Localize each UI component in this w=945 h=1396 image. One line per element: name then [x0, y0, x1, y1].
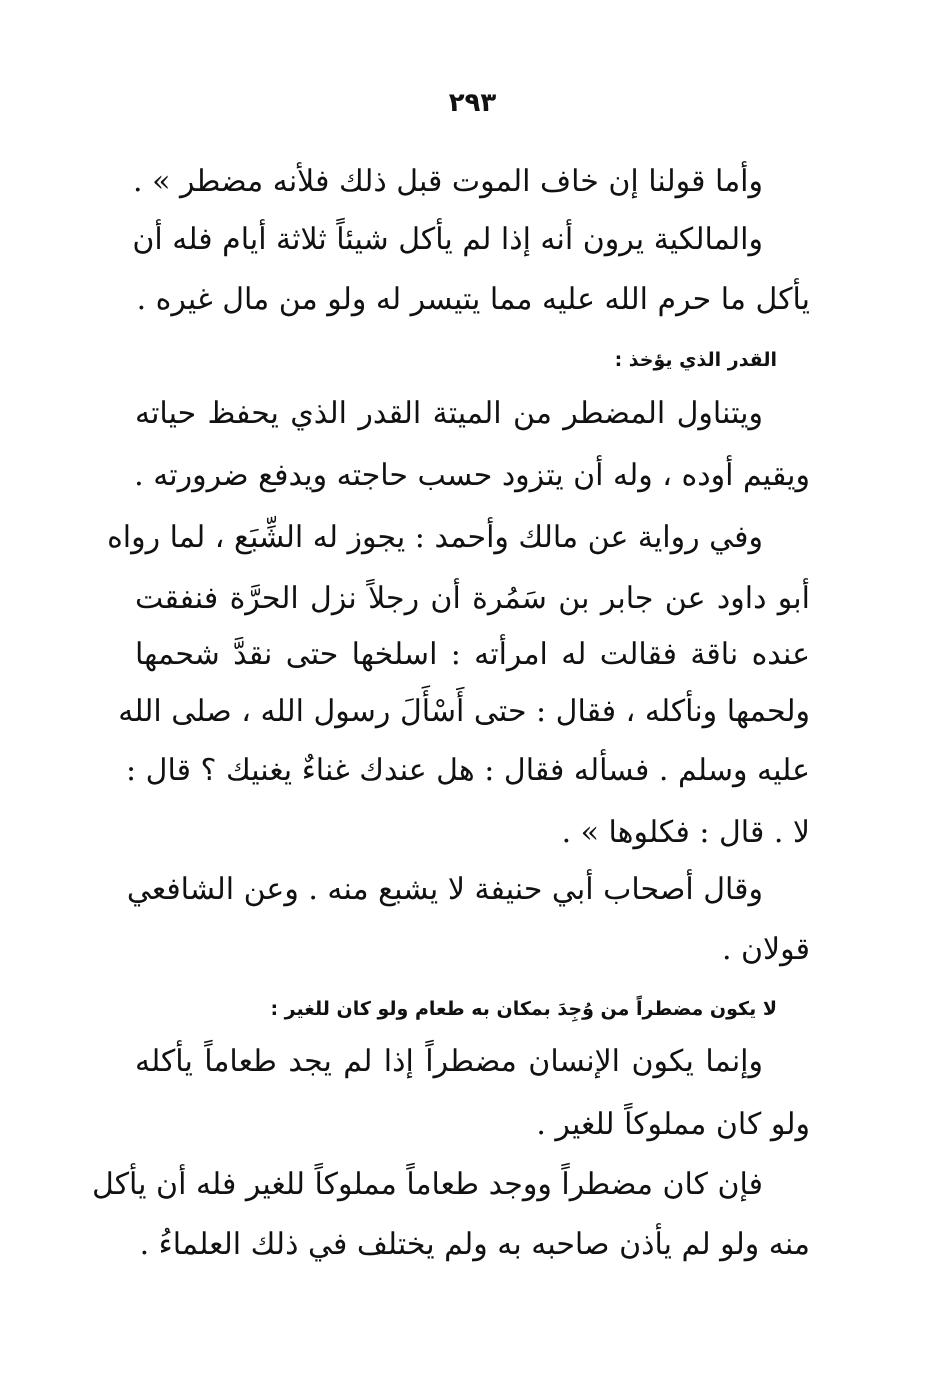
text-line-17: منه ولو لم يأذن صاحبه به ولم يختلف في ذلك العلماءُ .	[139, 1227, 810, 1262]
section-heading-amount: القدر الذي يؤخذ :	[614, 349, 777, 371]
text-line-5: ويقيم أوده ، وله أن يتزود حسب حاجته ويدفع ضرورته .	[134, 458, 810, 493]
text-line-1: وأما قولنا إن خاف الموت قبل ذلك فلأنه مضطر » .	[133, 164, 763, 199]
text-line-3: يأكل ما حرم الله عليه مما يتيسر له ولو من مال غيره .	[136, 282, 810, 317]
text-line-7: أبو داود عن جابر بن سَمُرة أن رجلاً نزل الحرَّة فنفقت	[135, 581, 810, 616]
text-line-10: عليه وسلم . فسأله فقال : هل عندك غناءٌ يغنيك ؟ قال :	[126, 753, 810, 788]
text-line-6: وفي رواية عن مالك وأحمد : يجوز له الشِّبَع ، لما رواه	[107, 520, 763, 555]
text-line-15: ولو كان مملوكاً للغير .	[536, 1107, 810, 1142]
text-line-4: ويتناول المضطر من الميتة القدر الذي يحفظ حياته	[135, 396, 763, 431]
text-line-8: عنده ناقة فقالت له امرأته : اسلخها حتى نقدَّ شحمها	[135, 637, 810, 672]
text-line-13: قولان .	[721, 932, 810, 967]
text-line-9: ولحمها ونأكله ، فقال : حتى أَسْأَلَ رسول الله ، صلى الله	[118, 694, 810, 729]
text-line-16: فإن كان مضطراً ووجد طعاماً مملوكاً للغير فله أن يأكل	[92, 1167, 763, 1202]
section-heading-not-compelled: لا يكون مضطراً من وُجِدَ بمكان به طعام ولو كان للغير :	[270, 998, 777, 1020]
text-line-11: لا . قال : فكلوها » .	[561, 815, 810, 850]
text-line-12: وقال أصحاب أبي حنيفة لا يشبع منه . وعن الشافعي	[126, 872, 763, 907]
text-line-14: وإنما يكون الإنسان مضطراً إذا لم يجد طعاماً يأكله	[135, 1044, 763, 1079]
page-number: ٢٩٣	[448, 88, 497, 118]
text-line-2: والمالكية يرون أنه إذا لم يأكل شيئاً ثلاثة أيام فله أن	[132, 222, 763, 257]
